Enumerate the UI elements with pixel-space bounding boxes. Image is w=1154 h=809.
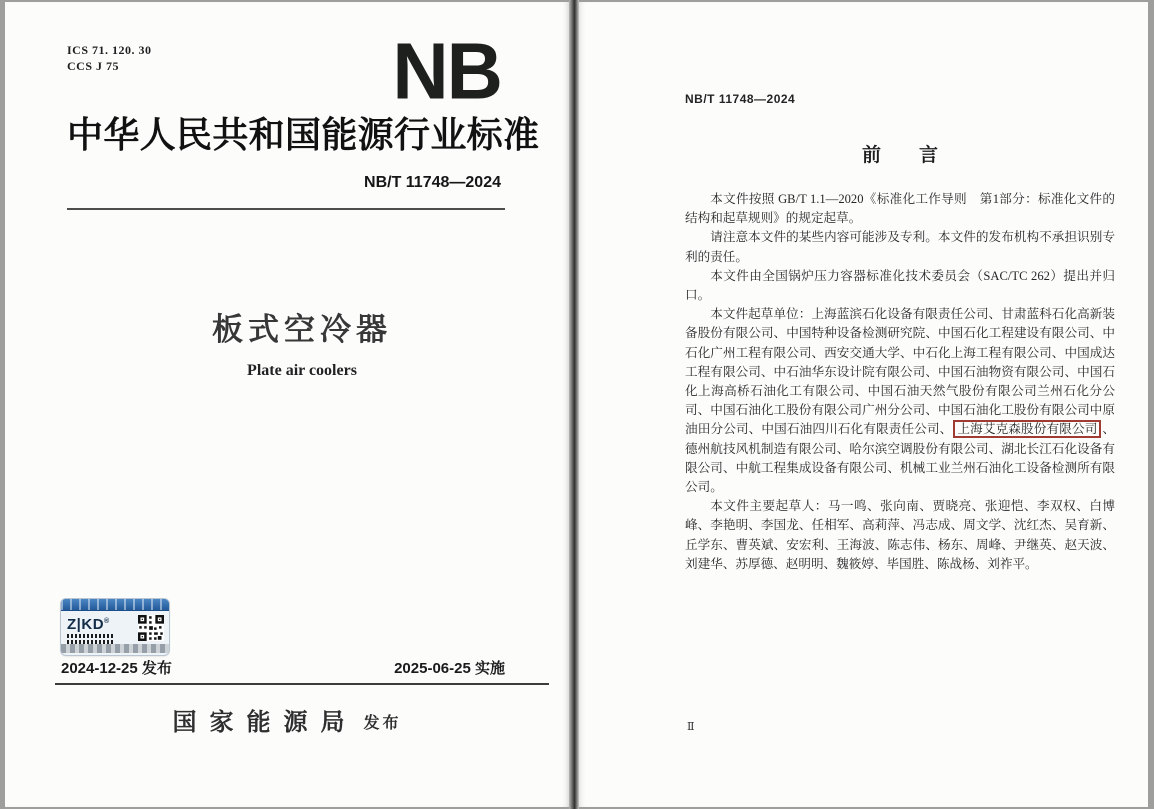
page-gutter <box>569 0 579 809</box>
registered-mark: ® <box>104 618 110 625</box>
foreword-page <box>579 2 1148 807</box>
qr-code-icon <box>138 615 164 641</box>
issued-by-label: 发布 <box>363 715 402 732</box>
page-number: Ⅱ <box>687 721 695 733</box>
stamp-body <box>61 611 169 644</box>
standard-series-title: 中华人民共和国能源行业标准 <box>67 115 539 155</box>
footer-divider <box>55 683 549 685</box>
anti-counterfeit-stamp <box>61 599 169 655</box>
drafting-units-prefix: 本文件起草单位：上海蓝滨石化设备有限责任公司、甘肃蓝科石化高新装备股份有限公司、中国特种设备检测研究院、中国石化工程建设有限公司、中石化广州工程有限公司、西安交通大学、中石化上海工程有限公司、中国成达工程有限公司、中石油华东设计院有限公司、中国石油物资有限公司、中国石化上海高桥石油化工有限公司、中国石油天然气股份有限公司兰州石化分公司、中国石油化工股份有限公司广州分公司、中国石油化工股份有限公司中原油田分公司、中国石油四川石化有限责任公司、 <box>685 307 1115 437</box>
issuing-agency: 国家能源局 <box>172 710 358 736</box>
dates-row <box>61 657 505 678</box>
classification-codes <box>67 42 152 74</box>
cover-page <box>5 2 569 807</box>
paragraph-drafters: 本文件主要起草人：马一鸣、张向南、贾晓亮、张迎恺、李双权、白博峰、李艳明、李国龙、任相军、高莉萍、冯志成、周文学、沈红杰、吴育新、丘学东、曹英斌、安宏利、王海波、陈志伟、杨东、周峰、尹继英、赵天波、刘建华、苏厚德、赵明明、魏筱婷、毕国胜、陈战杨、刘祚平。 <box>685 499 1115 571</box>
ics-code: ICS 71. 120. 30 <box>67 43 152 57</box>
running-header-standard-number: NB/T 11748—2024 <box>685 92 796 106</box>
ccs-code: CCS J 75 <box>67 59 120 73</box>
issuer-row <box>67 702 507 737</box>
stamp-banner <box>61 599 169 611</box>
nb-logo: NB <box>392 26 501 116</box>
highlighted-company: 上海艾克森股份有限公司 <box>953 420 1101 438</box>
paragraph-drafting-rules: 本文件按照 GB/T 1.1—2020《标准化工作导则 第1部分：标准化文件的结构和起草规则》的规定起草。 <box>685 192 1115 226</box>
standard-number: NB/T 11748—2024 <box>364 174 501 191</box>
implementation-date: 2025-06-25 实施 <box>394 660 505 677</box>
stamp-footer <box>61 644 169 653</box>
stamp-zjkd-text <box>67 614 138 632</box>
paragraph-drafting-units <box>685 305 1115 497</box>
document-title-en: Plate air coolers <box>247 362 357 379</box>
stamp-barcode <box>67 634 115 638</box>
drafting-units-suffix: 、德州航技风机制造有限公司、哈尔滨空调股份有限公司、湖北长江石化设备有限公司、中航工程集成设备有限公司、机械工业兰州石油化工设备检测所有限公司。 <box>685 422 1116 495</box>
foreword-body <box>685 190 1115 574</box>
paragraph-committee: 本文件由全国锅炉压力容器标准化技术委员会（SAC/TC 262）提出并归口。 <box>685 268 1115 303</box>
foreword-title: 前 言 <box>861 145 938 166</box>
stamp-zjkd-label: Z|KD <box>67 616 105 633</box>
paragraph-patent-notice: 请注意本文件的某些内容可能涉及专利。本文件的发布机构不承担识别专利的责任。 <box>685 230 1115 264</box>
header-divider <box>67 208 505 210</box>
stamp-left <box>67 614 138 644</box>
issue-date: 2024-12-25 发布 <box>61 660 172 677</box>
document-title-zh: 板式空冷器 <box>212 312 392 347</box>
